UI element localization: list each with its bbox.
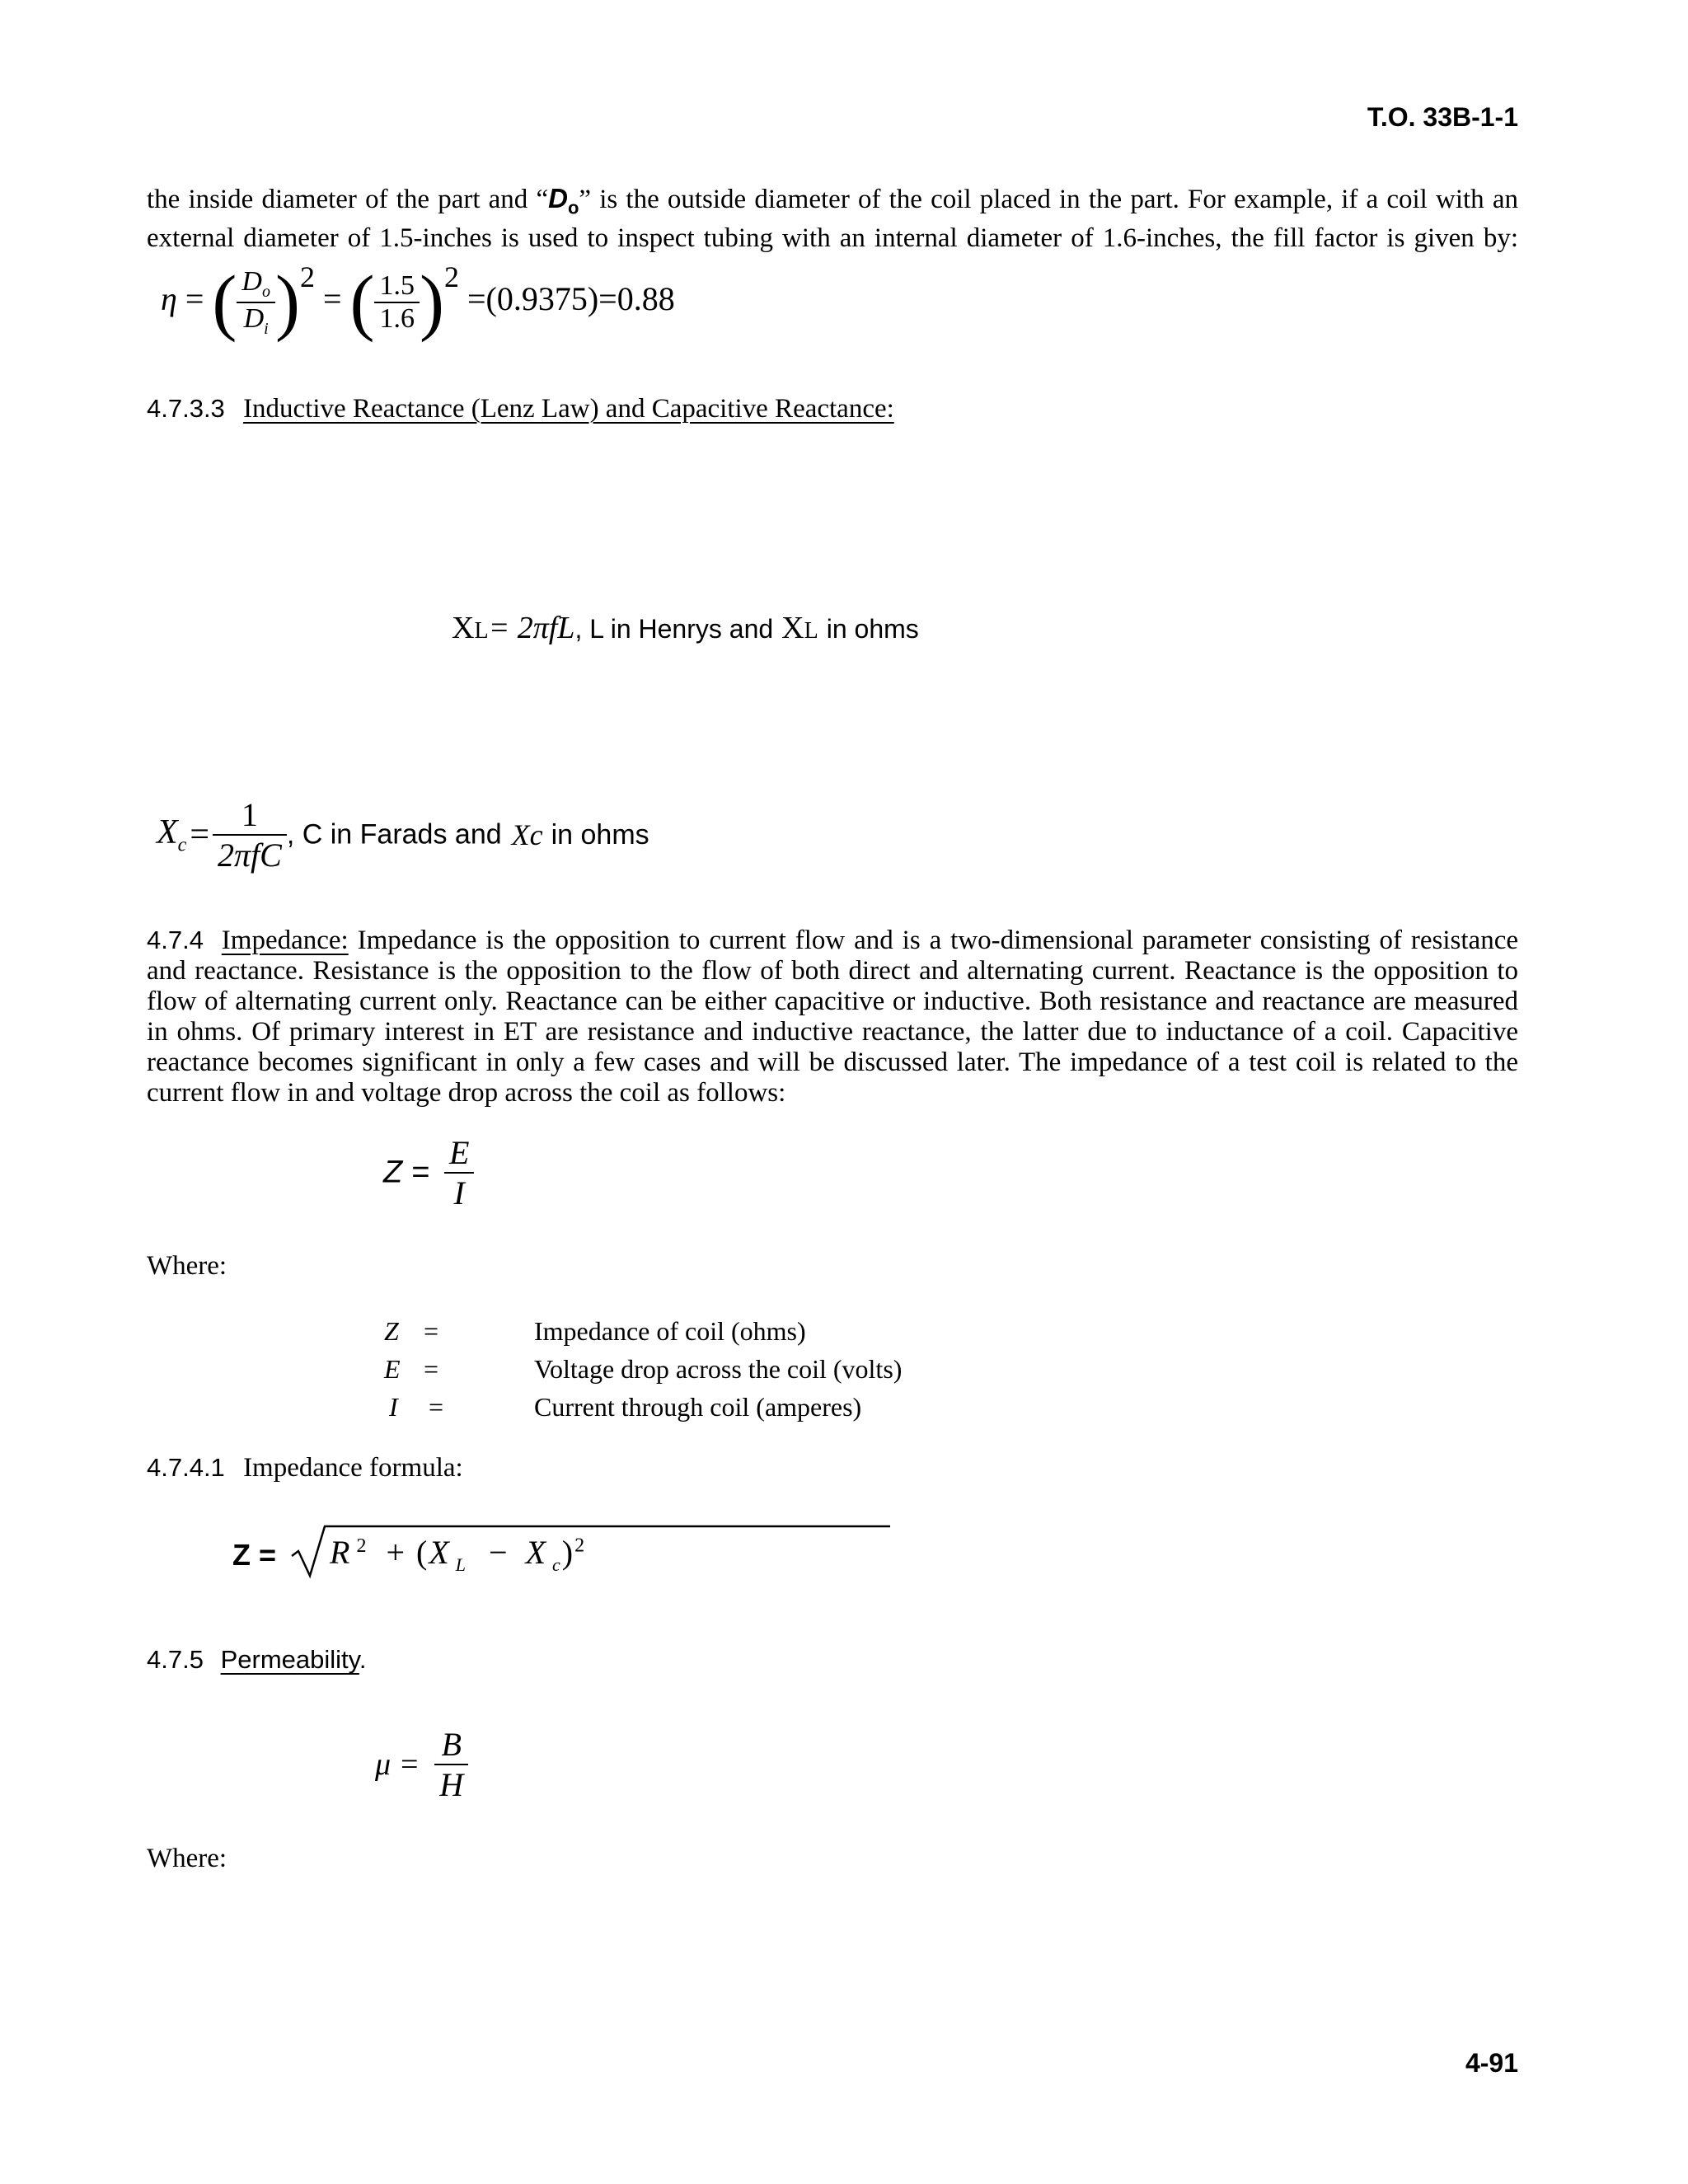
b-over-h-fraction: $\frac{B}{H}$ — [434, 1725, 468, 1804]
inductive-reactance-formula: XL= 2πfL, L in Henrys and XL in ohms — [452, 611, 919, 645]
section-title: Inductive Reactance (Lenz Law) and Capacitive Reactance: — [243, 394, 894, 424]
section-4733-heading — [147, 394, 894, 424]
impedance-line-4: in ohms. Of primary interest in ET are resistance and inductive reactance, the latter due to inductance of a coil. Capacitive — [147, 1017, 1518, 1047]
impedance-line-2: and reactance. Resistance is the opposition to the flow of both direct and alternating current. Reactance is the opposition to — [147, 956, 1518, 986]
fill-factor-result: =(0.9375)=0.88 — [467, 280, 675, 317]
intro-line-2: external diameter of 1.5-inches is used to inspect tubing with an internal diameter of 1.6-inches, the fill factor is given by: — [147, 223, 1518, 253]
permeability-title: Permeability — [220, 1645, 359, 1674]
capacitive-reactance-formula: $X_c$ = $\frac{1}{\text{2πfC}}$ , C in Farads and Xc in ohms — [157, 796, 649, 874]
where-label-2: Where: — [147, 1844, 227, 1873]
fill-factor-formula: η = ( $\frac{D_o}{D_i}$ )$^2$ = ( $\frac{1.5}{1.6}$ )$^2$ =(0.9375)=0.88 — [161, 260, 675, 343]
numeric-ratio: $\frac{1.5}{1.6}$ — [374, 270, 420, 335]
impedance-line-3: flow of alternating current only. Reactance can be either capacitive or inductive. Both resistance and reactance are measured — [147, 987, 1518, 1016]
impedance-line-5: reactance becomes significant in only a few cases and will be discussed later. The impedance of a test coil is related to the — [147, 1047, 1518, 1077]
intro-paragraph — [147, 183, 1518, 254]
definition-row: E = Voltage drop across the coil (volts) — [384, 1354, 903, 1384]
permeability-formula: μ = $\frac{B}{H}$ — [375, 1725, 468, 1804]
section-4741-heading: 4.7.4.1 Impedance formula: — [147, 1453, 463, 1483]
document-id: T.O. 33B-1-1 — [1367, 102, 1518, 132]
eta-symbol: η — [161, 280, 177, 317]
xc-fraction: $\frac{1}{\text{2πfC}}$ — [213, 795, 287, 874]
definition-row: Z = Impedance of coil (ohms) — [384, 1316, 806, 1346]
do-subscript: o — [567, 197, 579, 218]
impedance-line-6: current flow in and voltage drop across the coil as follows: — [147, 1078, 786, 1108]
page-number: 4-91 — [1465, 2048, 1518, 2078]
e-over-i-fraction: $\frac{E}{I}$ — [444, 1133, 474, 1212]
section-number: 4.7.3.3 — [147, 394, 225, 423]
definitions-list — [384, 1312, 902, 1426]
where-label-1: Where: — [147, 1251, 227, 1281]
intro-line-1: the inside diameter of the part and “$D_o$” is the outside diameter of the coil placed in the part. For example, if a coil with an — [147, 183, 1518, 218]
definition-row: I = Current through coil (amperes) — [389, 1392, 862, 1422]
do-symbol: D — [548, 183, 568, 213]
section-474-paragraph — [147, 925, 1518, 1108]
impedance-title: Impedance: — [221, 926, 349, 955]
impedance-line-1: 4.7.4 Impedance: Impedance is the opposition to current flow and is a two-dimensional parameter consisting of resistance — [147, 926, 1518, 955]
diameter-ratio: $\frac{D_o}{D_i}$ — [237, 266, 275, 339]
ohms-law-formula: Z = $\frac{E}{I}$ — [383, 1133, 474, 1212]
section-475-heading: 4.7.5 Permeability. — [147, 1645, 367, 1674]
